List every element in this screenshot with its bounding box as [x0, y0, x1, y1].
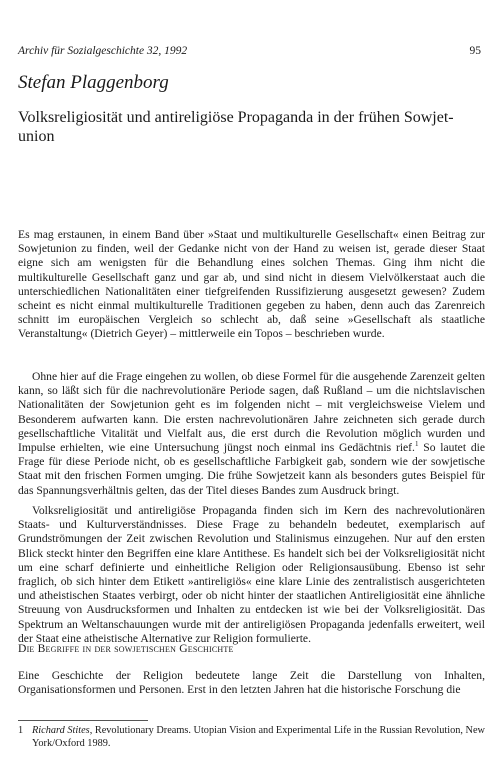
footnote-divider: [18, 720, 148, 721]
running-head: [18, 45, 481, 59]
article-title: Volksreligiosität und antireligiöse Propaganda in der frühen Sowjet-union: [18, 109, 454, 145]
body-paragraph-2: [18, 370, 485, 498]
body-paragraph-4: Eine Geschichte der Religion bedeutete lange Zeit die Darstellung von Inhalten, Organisationsformen und Personen. Erst in den letzten Jahren hat die historische Forschung die: [18, 669, 485, 697]
footnote-reference: 1: [414, 440, 419, 449]
article-author: Stefan Plaggenborg: [18, 72, 169, 93]
paragraph-2-text-a: Ohne hier auf die Frage eingehen zu wollen, ob diese Formel für die ausgehende Zarenzeit gelten kann, so läßt sich für die nachrevolutionäre Periode sagen, daß Rußland – um die nichtslavischen Nationalitäten der Sowjetunion geht es im folgenden nicht – mit vergleichsweise Vielem und Besonderem aufwarten kann. Die ersten nachrevolutionären Jahre zeichneten sich gerade durch gesellschaftliche Vitalität und Vielfalt aus, die erst durch die Revolution möglich wurden und Impulse erhielten, wie eine Untersuchung jüngst noch einmal ins Gedächtnis rief.: [18, 370, 485, 455]
paragraph-2-text-b: So lautet die Frage für diese Periode nicht, ob es gesellschaftliche Farbigkeit gab, sondern wie der sowjetische Staat mit den frischen Formen umging. Die frühe Sowjetzeit kann als besonders gutes Beispiel für das Spannungsverhältnis gelten, das der Titel dieses Bandes zum Ausdruck bringt.: [18, 441, 485, 497]
section-heading: Die Begriffe in der sowjetischen Geschichte: [18, 642, 234, 655]
footnote-text: [32, 724, 485, 750]
footnote-author: Richard Stites: [32, 725, 90, 736]
page-number: 95: [469, 45, 481, 57]
body-paragraph-1: Es mag erstaunen, in einem Band über »Staat und multikulturelle Gesellschaft« einen Beitrag zur Sowjetunion zu finden, weil der Gedanke nicht von der Hand zu weisen ist, gerade dieser Staat eigne sich am wenigsten für die Behandlung eines solchen Themas. Ging ihm nicht die multikulturelle Gesellschaft ganz und gar ab, und sind nicht in diesem Vielvölkerstaat auch die unterschiedlichen Nationalitäten einer tiefgreifenden Russifizierung ausgesetzt gewesen? Zudem scheint es nicht einmal multikulturelle Traditionen gegeben zu haben, denn auch das Zarenreich schnitt im europäischen Vergleich so schlecht ab, daß seine »Gesellschaft als staatliche Veranstaltung« (Dietrich Geyer) – mittlerweile ein Topos – beschrieben wurde.: [18, 228, 485, 341]
footnote: [18, 724, 485, 750]
journal-citation: Archiv für Sozialgeschichte 32, 1992: [18, 45, 188, 57]
body-paragraph-3: Volksreligiosität und antireligiöse Propaganda finden sich im Kern des nachrevolutionären Staats- und Kulturverständnisses. Diese Frage zu behandeln bedeutet, exemplarisch auf Grundströmungen der Zeit zwischen Revolution und Stalinismus einzugehen. Nur auf den ersten Blick steckt hinter den Begriffen eine klare Antithese. Es handelt sich bei der Volksreligiosität nicht um eine scharf definierte und einheitliche Religion oder Religionsausübung. Ebenso ist sehr fraglich, ob sich hinter dem Etikett »antireligiös« eine klare Linie des zentralistisch ausgerichteten und atheistischen Staates verbirgt, oder ob nicht hinter der staatlichen Antireligiosität eine ähnliche Streuung von Ausdrucksformen und Inhalten zu entdecken ist wie bei der Volksreligiosität. Das Spektrum an Weltanschauungen wurde mit der antireligiösen Propaganda jedenfalls erweitert, weil der Staat eine atheistische Alternative zur Religion formulierte.: [18, 504, 485, 645]
footnote-citation: , Revolutionary Dreams. Utopian Vision and Experimental Life in the Russian Revolution, New York/Oxford 1989.: [32, 725, 485, 749]
footnote-number: 1: [18, 725, 24, 736]
